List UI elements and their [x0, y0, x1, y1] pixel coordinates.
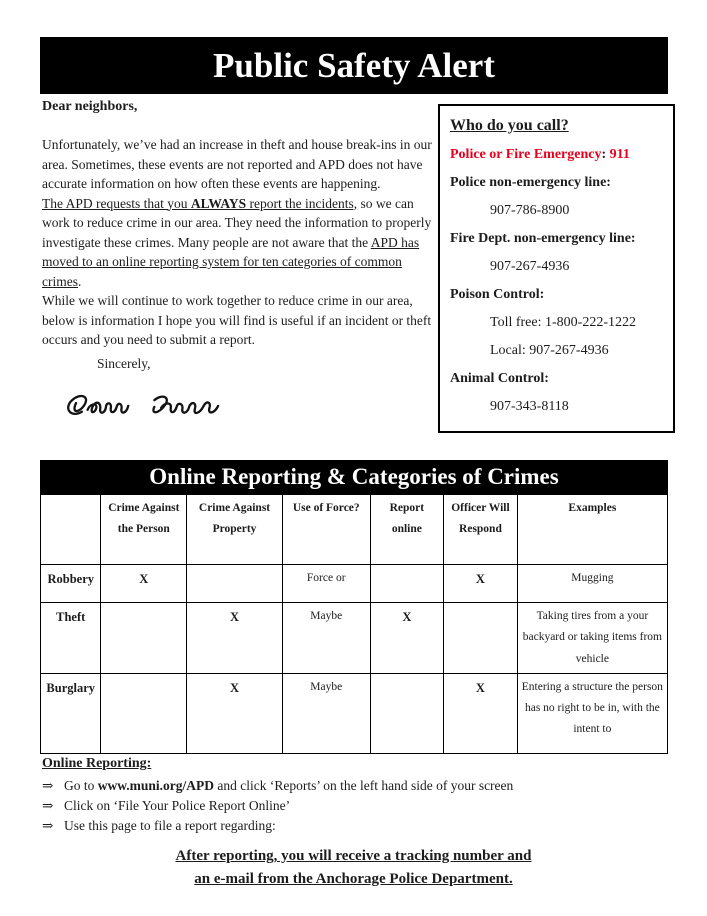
paragraph-text: While we will continue to work together to reduce crime in our area, below is information I hope you will find is useful if an incident or theft occurs and you need to submit a report. [42, 293, 432, 347]
letter-paragraph-1 [42, 135, 438, 194]
header-crime-against-person: Crime Against the Person [101, 495, 187, 565]
letter-paragraph-3 [42, 291, 438, 350]
cell-online [370, 673, 444, 753]
cell-property [187, 565, 283, 603]
paragraph-text: Unfortunately, we’ve had an increase in theft and house break-ins in our area. Sometimes, these events are not reported and APD does not have accurate information on how often these events are happening. [42, 137, 432, 191]
header-officer-will-respond: Officer Will Respond [444, 495, 518, 565]
call-entry-label: Police non-emergency line: [450, 175, 611, 190]
instruction-text: and click ‘Reports’ on the left hand side of your screen [214, 778, 514, 793]
underlined-text: report the incidents, [246, 195, 358, 211]
header-crime-against-property: Crime Against Property [187, 495, 283, 565]
cell-online [370, 565, 444, 603]
table-row-burglary [41, 673, 668, 753]
underlined-text: APD has moved to an online reporting system for ten categories of common crimes [42, 234, 420, 289]
paragraph-text: . [78, 273, 82, 289]
cell-force: Maybe [282, 673, 370, 753]
footer-line-2: an e-mail from the Anchorage Police Department. [194, 871, 513, 887]
cell-respond: X [444, 565, 518, 603]
crime-name: Theft [41, 603, 101, 674]
table-title: Online Reporting & Categories of Crimes [149, 464, 559, 489]
cell-examples: Mugging [517, 565, 667, 603]
call-entry-label: Fire Dept. non-emergency line: [450, 231, 636, 246]
header-examples: Examples [517, 495, 667, 565]
table-row-robbery [41, 565, 668, 603]
crime-name: Burglary [41, 673, 101, 753]
cell-examples: Taking tires from a your backyard or taking items from vehicle [517, 603, 667, 674]
table-row-theft [41, 603, 668, 674]
phone-number: 907-267-4936 [490, 259, 570, 274]
instruction-item [42, 776, 668, 796]
cell-force: Force or [282, 565, 370, 603]
separator: : [601, 147, 610, 162]
page-title: Public Safety Alert [213, 46, 495, 85]
emergency-line [450, 141, 663, 169]
paragraph-text: so we can work to reduce crime in our area. They need the information to properly investigate these crimes. Many people are not aware that the [42, 195, 432, 250]
cell-person [101, 603, 187, 674]
cell-examples: Entering a structure the person has no right to be in, with the intent to [517, 673, 667, 753]
header-use-of-force: Use of Force? [282, 495, 370, 565]
letter-body [42, 135, 438, 433]
emergency-number: 911 [609, 147, 630, 162]
greeting: Dear neighbors, [42, 99, 138, 114]
footer-notice [0, 845, 707, 891]
bold-underlined-text: ALWAYS [190, 195, 247, 211]
call-entry-label: Animal Control: [450, 371, 549, 386]
cell-online: X [370, 603, 444, 674]
instruction-item [42, 796, 668, 816]
signature-image [52, 375, 247, 433]
letter-paragraph-2 [42, 194, 438, 292]
instruction-item [42, 816, 668, 836]
arrow-bullet-icon: ⇒ [42, 778, 54, 793]
online-reporting-heading: Online Reporting: [42, 756, 152, 771]
page-title-banner [40, 37, 668, 94]
who-to-call-box [438, 104, 675, 433]
cell-property: X [187, 603, 283, 674]
instruction-text: Use this page to file a report regarding: [64, 818, 276, 833]
underlined-text: The APD requests that you [42, 195, 191, 211]
emergency-label: Police or Fire Emergency [450, 147, 602, 162]
phone-number: Local: 907-267-4936 [490, 343, 609, 358]
closing-salutation: Sincerely, [97, 355, 151, 371]
cell-force: Maybe [282, 603, 370, 674]
instruction-bold-text: www.muni.org/APD [97, 778, 215, 793]
phone-number: 907-786-8900 [490, 203, 570, 218]
instruction-text: Click on ‘File Your Police Report Online’ [64, 798, 291, 813]
table-header-row [41, 495, 668, 565]
crime-name: Robbery [41, 565, 101, 603]
cell-respond: X [444, 673, 518, 753]
cell-person [101, 673, 187, 753]
call-box-title: Who do you call? [450, 117, 569, 134]
cell-respond [444, 603, 518, 674]
instruction-text: Go to [64, 778, 98, 793]
header-blank [41, 495, 101, 565]
cell-person: X [101, 565, 187, 603]
phone-number: 907-343-8118 [490, 399, 569, 414]
header-report-online: Report online [370, 495, 444, 565]
arrow-bullet-icon: ⇒ [42, 818, 54, 833]
online-reporting-section [42, 756, 668, 836]
crime-categories-table [40, 494, 668, 754]
cell-property: X [187, 673, 283, 753]
footer-line-1: After reporting, you will receive a tracking number and [175, 848, 532, 864]
table-title-banner [40, 460, 668, 494]
phone-number: Toll free: 1-800-222-1222 [490, 315, 636, 330]
call-entry-label: Poison Control: [450, 287, 545, 302]
arrow-bullet-icon: ⇒ [42, 798, 54, 813]
